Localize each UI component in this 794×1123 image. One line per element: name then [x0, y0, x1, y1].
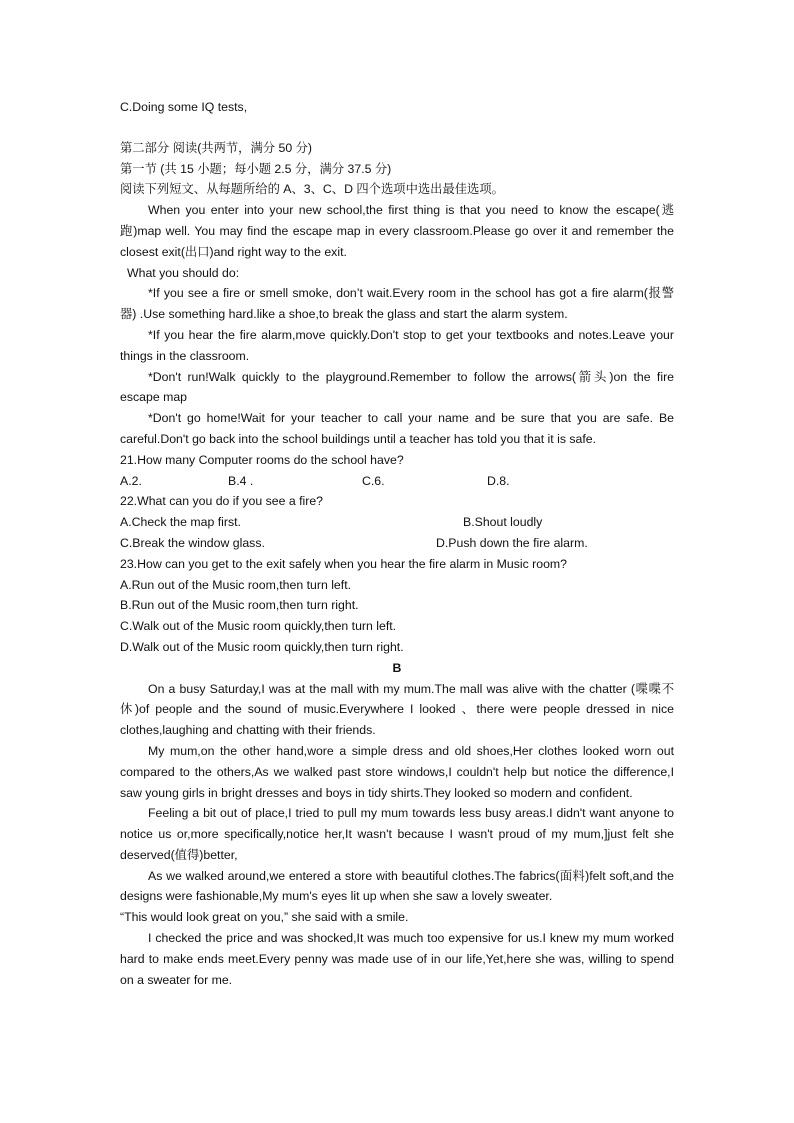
option-a: A.2. — [120, 473, 142, 488]
option-c: C.6. — [362, 473, 385, 488]
option-b: B.Shout loudly — [463, 515, 543, 530]
passage-b-paragraph: I checked the price and was shocked,It was much too expensive for us.I knew my mum worked hard to make ends meet.Every penny was made use of in our life,Yet,here she was, willing to spend on a sweater for me. — [120, 931, 674, 987]
what-you-should-do-heading: What you should do: — [127, 265, 240, 280]
option-b: B.4 . — [228, 473, 254, 488]
passage-a-item: *If you see a fire or smell smoke, don’t wait.Every room in the school has got a fire alarm(报警器) .Use something hard.like a shoe,to break the glass and start the alarm system. — [120, 286, 674, 322]
passage-b-paragraph: On a busy Saturday,I was at the mall with my mum.The mall was alive with the chatter (喋喋不休)of people and the sound of music.Everywhere I looked 、there were people dressed in nice clothes,laughing and chatting with their friends. — [120, 681, 674, 738]
passage-b-quote: “This would look great on you,” she said with a smile. — [120, 910, 409, 925]
option-a: A.Run out of the Music room,then turn left. — [120, 577, 352, 592]
passage-b-paragraph: As we walked around,we entered a store with beautiful clothes.The fabrics(面料)felt soft,and the designs were fashionable,My mum's eyes lit up when she saw a lovely sweater. — [120, 868, 674, 904]
option-c: C.Walk out of the Music room quickly,then turn left. — [120, 619, 397, 634]
passage-b-paragraph: My mum,on the other hand,wore a simple dress and old shoes,Her clothes looked worn out compared to the others,As we walked past store windows,I couldn't help but notice the difference,I saw young girls in bright dresses and boys in tidy shirts.They looked so modern and confident. — [120, 743, 674, 800]
question-23-stem: 23.How can you get to the exit safely when you hear the fire alarm in Music room? — [120, 556, 568, 571]
part-heading: 第二部分 阅读(共两节，满分 50 分) — [120, 140, 312, 155]
question-22-stem: 22.What can you do if you see a fire? — [120, 494, 324, 509]
question-22-options-row1 — [120, 512, 674, 533]
spacer — [120, 118, 674, 138]
option-d: D.Push down the fire alarm. — [436, 535, 588, 550]
passage-a-item: *Don't run!Walk quickly to the playground.Remember to follow the arrows(箭头)on the fire escape map — [120, 369, 674, 405]
option-d: D.Walk out of the Music room quickly,then turn right. — [120, 639, 404, 654]
passage-a-intro: When you enter into your new school,the first thing is that you need to know the escape(逃跑)map well. You may find the escape map in every classroom.Please go over it and remember the closest exit(出口)and right way to the exit. — [120, 203, 674, 259]
passage-a-item: *If you hear the fire alarm,move quickly.Don't stop to get your textbooks and notes.Leave your things in the classroom. — [120, 327, 674, 363]
question-21-options — [120, 471, 674, 492]
question-22-options-row2 — [120, 533, 674, 554]
option-d: D.8. — [487, 473, 510, 488]
section-heading: 第一节 (共 15 小题；每小题 2.5 分，满分 37.5 分) — [120, 161, 392, 176]
option-b: B.Run out of the Music room,then turn right. — [120, 598, 359, 613]
passage-a-item: *Don't go home!Wait for your teacher to call your name and be sure that you are safe. Be careful.Don't go back into the school buildings until a teacher has told you that it is safe. — [120, 411, 674, 446]
previous-option-c: C.Doing some IQ tests, — [120, 100, 248, 114]
option-a: A.Check the map first. — [120, 515, 241, 530]
document-page — [120, 97, 674, 990]
instruction: 阅读下列短文、从每题所给的 A、3、C、D 四个选项中选出最佳选项。 — [120, 182, 504, 197]
passage-b-paragraph: Feeling a bit out of place,I tried to pull my mum towards less busy areas.I didn't want anyone to notice us or,more specifically,notice her,It wasn't because I wasn't proud of my mum,]just felt she deserved(值得)better, — [120, 806, 674, 862]
question-21-stem: 21.How many Computer rooms do the school have? — [120, 452, 404, 467]
passage-b-label: B — [392, 660, 402, 675]
option-c: C.Break the window glass. — [120, 535, 265, 550]
